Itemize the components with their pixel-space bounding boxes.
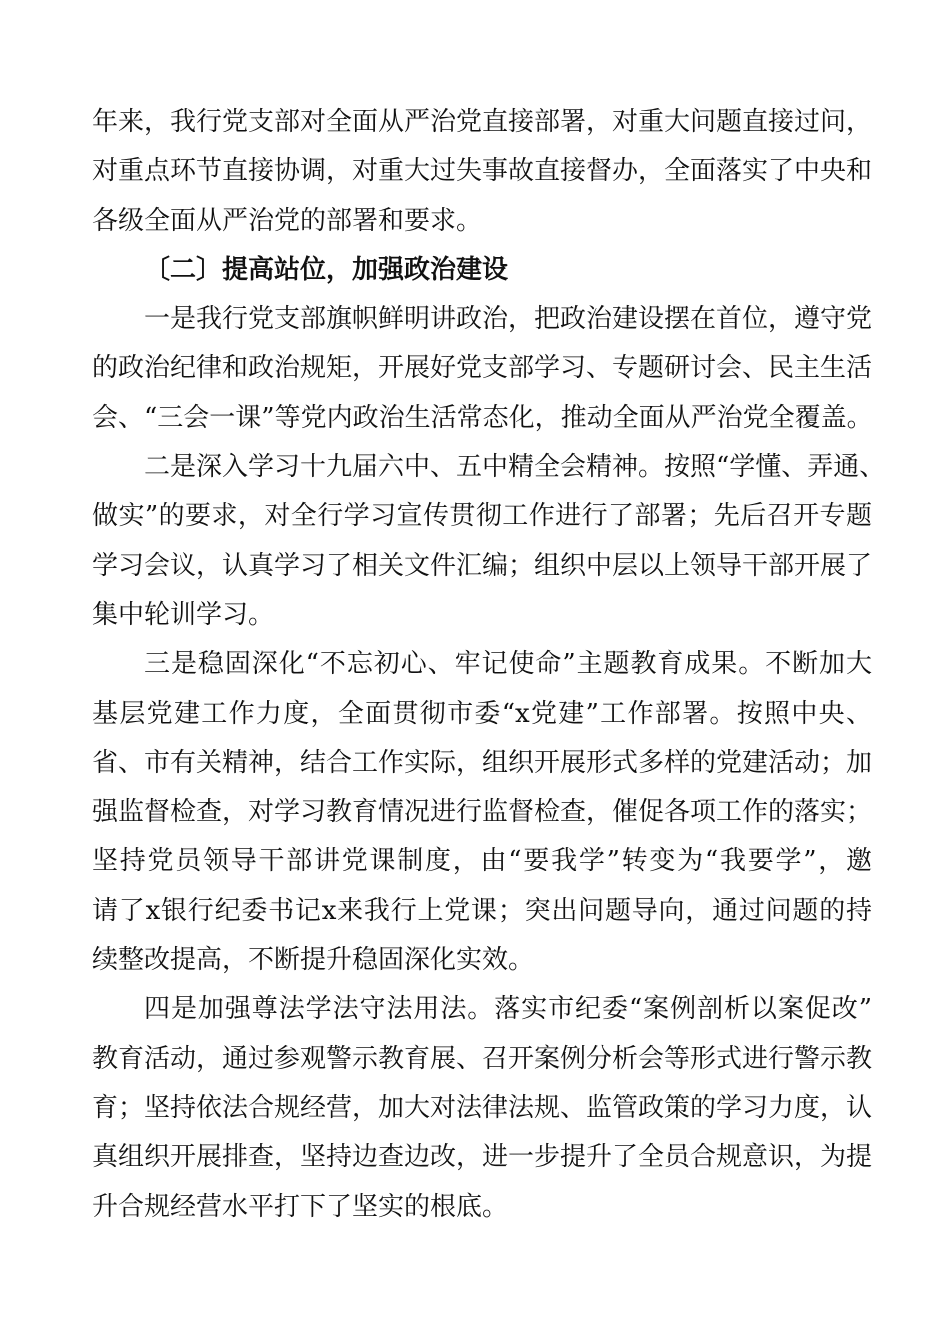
document-body	[92, 98, 886, 1232]
text-line-14: 省、市有关精神，结合工作实际，组织开展形式多样的党建活动；加	[92, 747, 873, 778]
text-line-1: 年来，我行党支部对全面从严治党直接部署，对重大问题直接过问，	[92, 107, 873, 137]
text-line-8: 二是深入学习十九届六中、五中精全会精神。按照“学懂、弄通、	[144, 452, 886, 483]
text-line-7: 会、“三会一课”等党内政治生活常态化，推动全面从严治党全覆盖。	[92, 402, 873, 433]
text-line-2: 对重点环节直接协调，对重大过失事故直接督办，全面落实了中央和	[92, 156, 873, 187]
section-heading: 〔二〕提高站位，加强政治建设	[144, 254, 509, 285]
text-line-22: 真组织开展排查，坚持边查边改，进一步提升了全员合规意识，为提	[92, 1142, 873, 1173]
text-line-5: 一是我行党支部旗帜鲜明讲政治，把政治建设摆在首位，遵守党	[144, 304, 873, 335]
text-line-13: 基层党建工作力度，全面贯彻市委“x党建”工作部署。按照中央、	[92, 698, 872, 729]
text-line-23: 升合规经营水平打下了坚实的根底。	[92, 1191, 509, 1222]
text-line-21: 育；坚持依法合规经营，加大对法律法规、监管政策的学习力度，认	[92, 1092, 873, 1123]
text-line-3: 各级全面从严治党的部署和要求。	[92, 205, 483, 236]
text-line-19: 四是加强尊法学法守法用法。落实市纪委“案例剖析以案促改”	[144, 994, 872, 1025]
text-line-16: 坚持党员领导干部讲党课制度，由“要我学”转变为“我要学”，邀	[92, 846, 872, 877]
text-line-9: 做实”的要求，对全行学习宣传贯彻工作进行了部署；先后召开专题	[92, 501, 872, 532]
text-line-17: 请了x银行纪委书记x来我行上党课；突出问题导向，通过问题的持	[92, 895, 872, 926]
text-line-10: 学习会议，认真学习了相关文件汇编；组织中层以上领导干部开展了	[92, 550, 873, 581]
text-line-12: 三是稳固深化“不忘初心、牢记使命”主题教育成果。不断加大	[144, 649, 872, 680]
text-line-15: 强监督检查，对学习教育情况进行监督检查，催促各项工作的落实；	[92, 797, 873, 828]
text-line-6: 的政治纪律和政治规矩，开展好党支部学习、专题研讨会、民主生活	[92, 353, 873, 384]
text-line-11: 集中轮训学习。	[92, 599, 275, 630]
text-line-18: 续整改提高，不断提升稳固深化实效。	[92, 945, 535, 976]
text-line-20: 教育活动，通过参观警示教育展、召开案例分析会等形式进行警示教	[92, 1043, 873, 1074]
